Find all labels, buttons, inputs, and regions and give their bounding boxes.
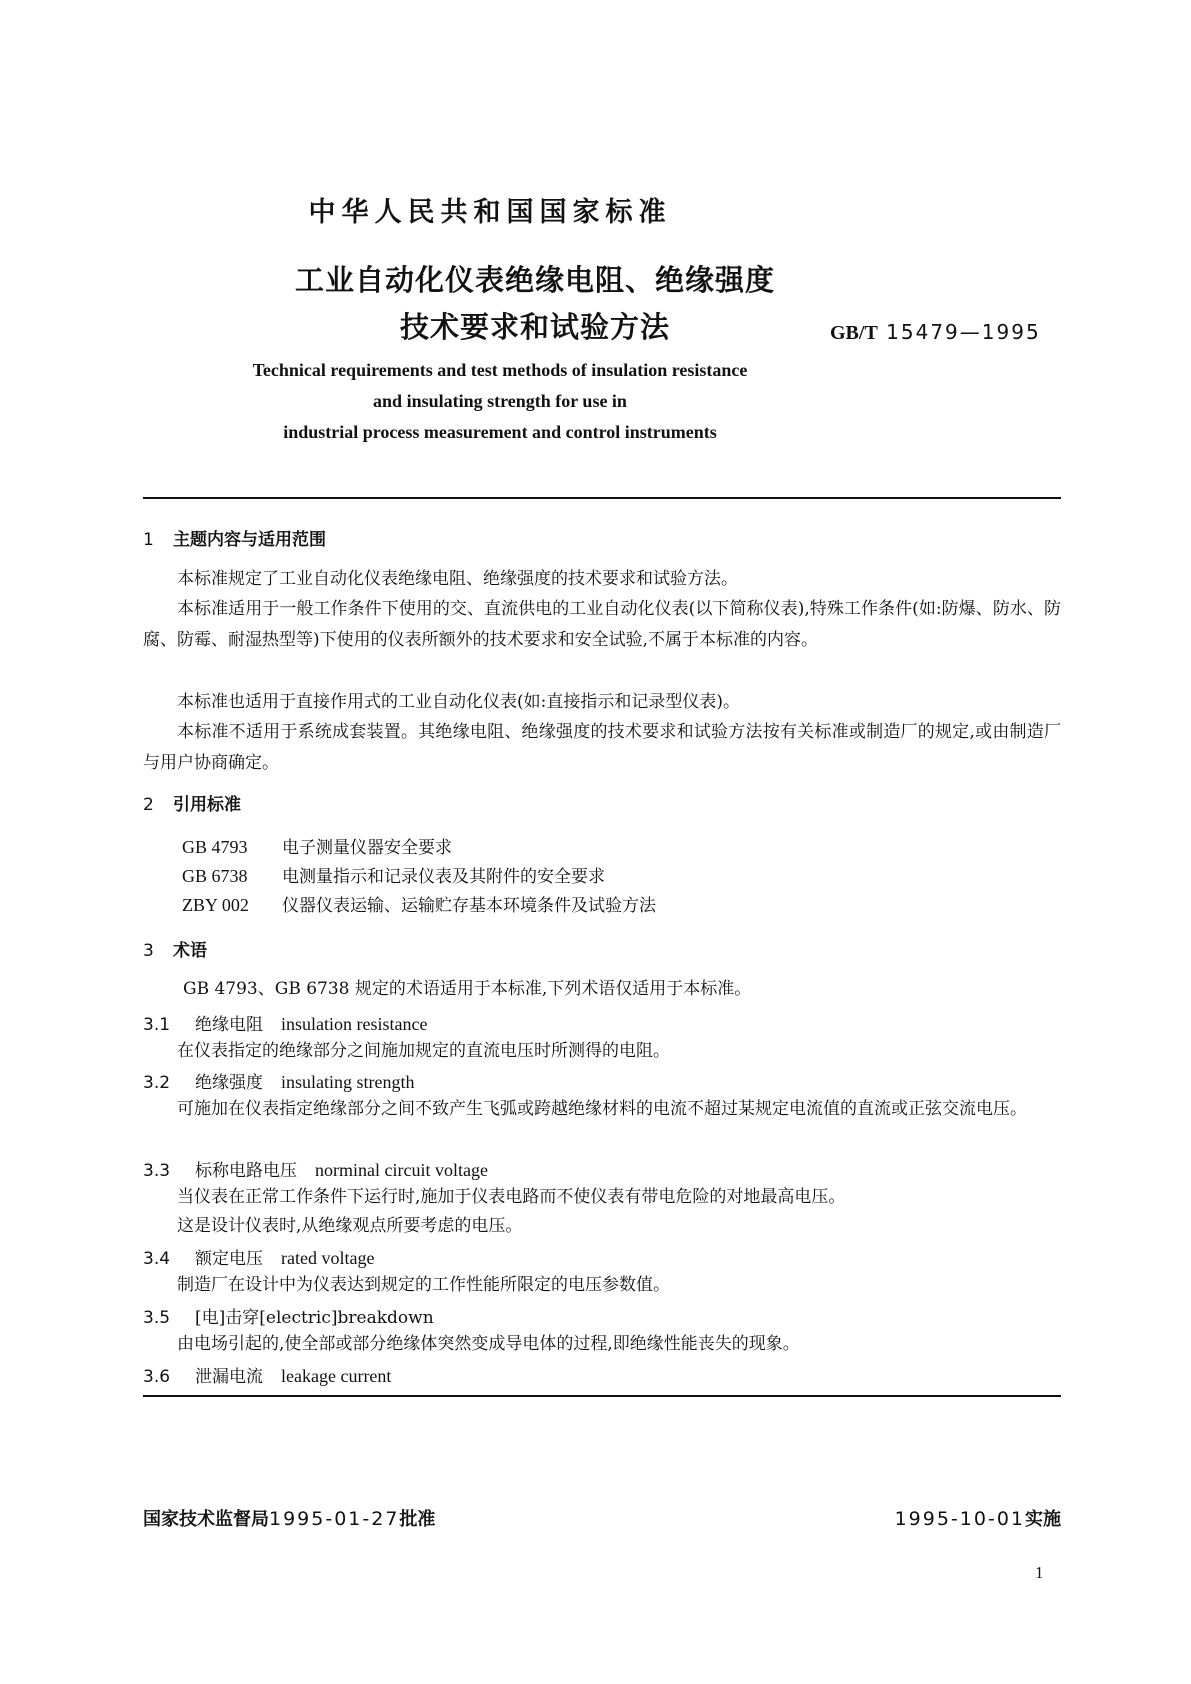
section-2-number: 2: [143, 795, 154, 815]
term-number: 3.6: [143, 1367, 171, 1387]
term-3-5: [143, 1303, 434, 1328]
term-number: 3.4: [143, 1249, 171, 1269]
term-en: rated voltage: [281, 1248, 375, 1268]
approve-date: 1995-01-27: [269, 1508, 400, 1530]
term-en: insulating strength: [281, 1072, 415, 1092]
section-1-para-4: 本标准不适用于系统成套装置。其绝缘电阻、绝缘强度的技术要求和试验方法按有关标准或制造厂的规定,或由制造厂与用户协商确定。: [143, 722, 1061, 773]
reference-title: 电子测量仪器安全要求: [282, 838, 452, 858]
term-zh: 泄漏电流: [195, 1367, 263, 1387]
reference-item: [182, 891, 656, 916]
page-number: 1: [1035, 1563, 1044, 1582]
term-number: 3.1: [143, 1015, 171, 1035]
term-zh: 标称电路电压: [195, 1161, 297, 1181]
term-3-6: [143, 1362, 391, 1387]
header-divider: [143, 497, 1061, 499]
english-title-line2: and insulating strength for use in: [373, 391, 627, 411]
approve-label: 批准: [399, 1509, 436, 1530]
term-3-1-definition: 在仪表指定的绝缘部分之间施加规定的直流电压时所测得的电阻。: [177, 1041, 670, 1061]
section-2-title: 引用标准: [173, 795, 241, 815]
term-zh: 绝缘强度: [195, 1073, 263, 1093]
issuer: 国家技术监督局: [143, 1509, 269, 1530]
standard-code: [830, 320, 1041, 345]
term-3-3: [143, 1156, 488, 1181]
term-number: 3.5: [143, 1308, 171, 1328]
term-en: insulation resistance: [281, 1014, 428, 1034]
term-3-4: [143, 1244, 374, 1269]
term-number: 3.3: [143, 1161, 171, 1181]
section-3-number: 3: [143, 941, 154, 961]
term-zh: 额定电压: [195, 1249, 263, 1269]
term-number: 3.2: [143, 1073, 171, 1093]
section-2-heading: [143, 790, 241, 815]
section-1-para-1: 本标准规定了工业自动化仪表绝缘电阻、绝缘强度的技术要求和试验方法。: [177, 569, 738, 589]
effective-info: [895, 1505, 1061, 1531]
section-1-number: 1: [143, 530, 154, 550]
reference-code: ZBY 002: [182, 895, 249, 915]
reference-item: [182, 862, 605, 887]
term-zh: [电]击穿[electric]breakdown: [195, 1308, 434, 1328]
reference-code: GB 6738: [182, 866, 248, 886]
section-1-para-3: 本标准也适用于直接作用式的工业自动化仪表(如:直接指示和记录型仪表)。: [177, 692, 740, 712]
term-3-3-definition-1: 当仪表在正常工作条件下运行时,施加于仪表电路而不使仪表有带电危险的对地最高电压。: [177, 1187, 846, 1207]
reference-title: 电测量指示和记录仪表及其附件的安全要求: [282, 867, 605, 887]
standard-code-prefix: GB/T: [830, 322, 878, 344]
doc-title-line2: 技术要求和试验方法: [399, 310, 670, 344]
term-3-3-definition-2: 这是设计仪表时,从绝缘观点所要考虑的电压。: [177, 1216, 523, 1236]
term-3-1: [143, 1010, 427, 1035]
doc-title-line1: 工业自动化仪表绝缘电阻、绝缘强度: [294, 263, 775, 297]
term-en: leakage current: [281, 1366, 392, 1386]
section-1-para-2: 本标准适用于一般工作条件下使用的交、直流供电的工业自动化仪表(以下简称仪表),特殊工作条件(如:防爆、防水、防腐、防霉、耐湿热型等)下使用的仪表所额外的技术要求和安全试验,不属于本标准的内容。: [143, 599, 1061, 650]
standard-code-number: 15479—1995: [886, 320, 1041, 344]
section-3-heading: [143, 936, 207, 961]
reference-code: GB 4793: [182, 837, 248, 857]
approval-info: [143, 1505, 435, 1531]
term-zh: 绝缘电阻: [195, 1015, 263, 1035]
reference-title: 仪器仪表运输、运输贮存基本环境条件及试验方法: [282, 896, 656, 916]
section-3-intro: GB 4793、GB 6738 规定的术语适用于本标准,下列术语仅适用于本标准。: [183, 979, 752, 999]
term-3-2-definition: 可施加在仪表指定绝缘部分之间不致产生飞弧或跨越绝缘材料的电流不超过某规定电流值的直流或正弦交流电压。: [177, 1099, 1027, 1119]
section-1-title: 主题内容与适用范围: [173, 530, 326, 550]
english-title-line1: Technical requirements and test methods of insulation resistance: [252, 360, 748, 380]
english-title-line3: industrial process measurement and control instruments: [283, 422, 717, 442]
section-3-title: 术语: [173, 941, 207, 961]
reference-item: [182, 833, 452, 858]
term-en: norminal circuit voltage: [315, 1160, 488, 1180]
section-1-heading: [143, 525, 326, 550]
term-3-5-definition: 由电场引起的,使全部或部分绝缘体突然变成导电体的过程,即绝缘性能丧失的现象。: [177, 1334, 800, 1354]
term-3-4-definition: 制造厂在设计中为仪表达到规定的工作性能所限定的电压参数值。: [177, 1275, 670, 1295]
effective-label: 实施: [1025, 1509, 1061, 1530]
footer-divider: [143, 1395, 1061, 1397]
national-standard-label: 中华人民共和国国家标准: [308, 197, 672, 228]
term-3-2: [143, 1068, 415, 1093]
effective-date: 1995-10-01: [894, 1508, 1025, 1530]
